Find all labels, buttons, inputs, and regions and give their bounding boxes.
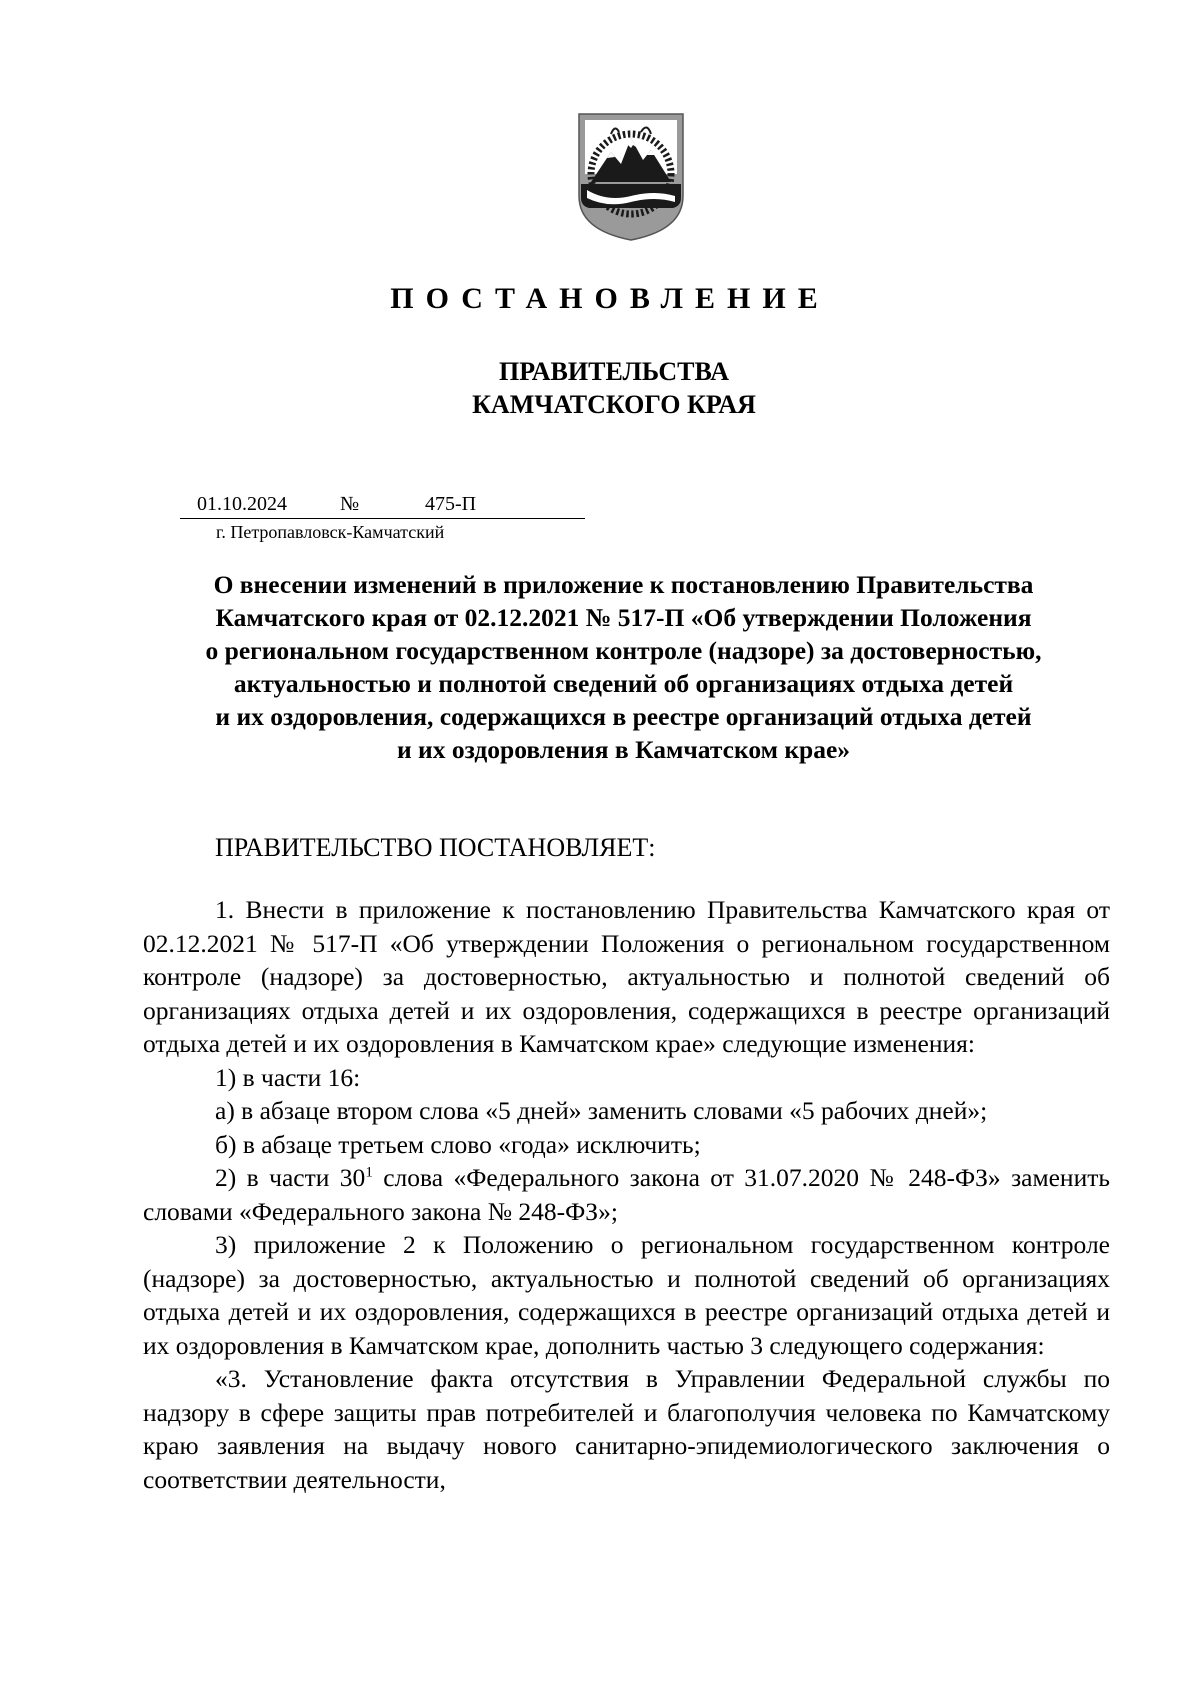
subject-line: и их оздоровления, содержащихся в реестре организаций отдыха детей xyxy=(215,702,1032,731)
paragraph-subitem-a: а) в абзаце втором слова «5 дней» заменить словами «5 рабочих дней»; xyxy=(215,1096,988,1125)
issuing-authority xyxy=(0,355,1200,421)
kamchatka-coat-of-arms-icon xyxy=(577,112,685,242)
subject-line: и их оздоровления в Камчатском крае» xyxy=(396,735,851,764)
document-subject xyxy=(140,568,1107,766)
registration-line xyxy=(180,490,585,519)
subject-line: Камчатского края от 02.12.2021 № 517-П «Об утверждении Положения xyxy=(215,603,1032,632)
item-2-text-end: слова «Федерального закона от 31.07.2020 № 248-ФЗ» заменить словами «Федерального закона № 248-ФЗ»; xyxy=(143,1163,1110,1226)
subject-line: О внесении изменений в приложение к постановлению Правительства xyxy=(213,570,1034,599)
document-body xyxy=(143,893,1110,1496)
resolves-heading: ПРАВИТЕЛЬСТВО ПОСТАНОВЛЯЕТ: xyxy=(215,833,656,862)
superscript: 1 xyxy=(365,1164,373,1181)
document-type-title: ПОСТАНОВЛЕНИЕ xyxy=(390,282,830,315)
paragraph-item-3: 3) приложение 2 к Положению о региональном государственном контроле (надзоре) за достоверностью, актуальностью и полнотой сведений об организациях отдыха детей и их оздоровления, содержащихся в реестре организаций отдыха детей и их оздоровления в Камчатском крае, дополнить частью 3 следующего содержания: xyxy=(143,1230,1110,1360)
paragraph-subitem-b: б) в абзаце третьем слово «года» исключить; xyxy=(215,1129,701,1159)
paragraph-1: 1. Внести в приложение к постановлению Правительства Камчатского края от 02.12.2021 № 517-П «Об утверждении Положения о региональном государственном контроле (надзоре) за достоверностью, актуальностью и полнотой сведений об организациях отдыха детей и их оздоровления, содержащихся в реестре организаций отдыха детей и их оздоровления в Камчатском крае» следующие изменения: xyxy=(143,895,1110,1058)
paragraph-quoted-3: «3. Установление факта отсутствия в Управлении Федеральной службы по надзору в сфере защиты прав потребителей и благополучия человека по Камчатскому краю заявления на выдачу нового санитарно-эпидемиологического заключения о соответствии деятельности, xyxy=(143,1364,1110,1494)
document-city: г. Петропавловск-Камчатский xyxy=(216,522,445,542)
paragraph-item-1: 1) в части 16: xyxy=(215,1062,361,1092)
item-2-text-start: 2) в части 30 xyxy=(215,1163,366,1192)
number-sign: № xyxy=(340,493,360,515)
subject-line: о региональном государственном контроле (надзоре) за достоверностью, xyxy=(205,636,1042,665)
document-date: 01.10.2024 xyxy=(197,493,287,515)
authority-line-2: КАМЧАТСКОГО КРАЯ xyxy=(472,390,756,419)
document-number: 475-П xyxy=(425,493,477,515)
subject-line: актуальностью и полнотой сведений об организациях отдыха детей xyxy=(233,669,1014,698)
paragraph-item-2 xyxy=(143,1161,1110,1228)
authority-line-1: ПРАВИТЕЛЬСТВА xyxy=(499,357,729,386)
